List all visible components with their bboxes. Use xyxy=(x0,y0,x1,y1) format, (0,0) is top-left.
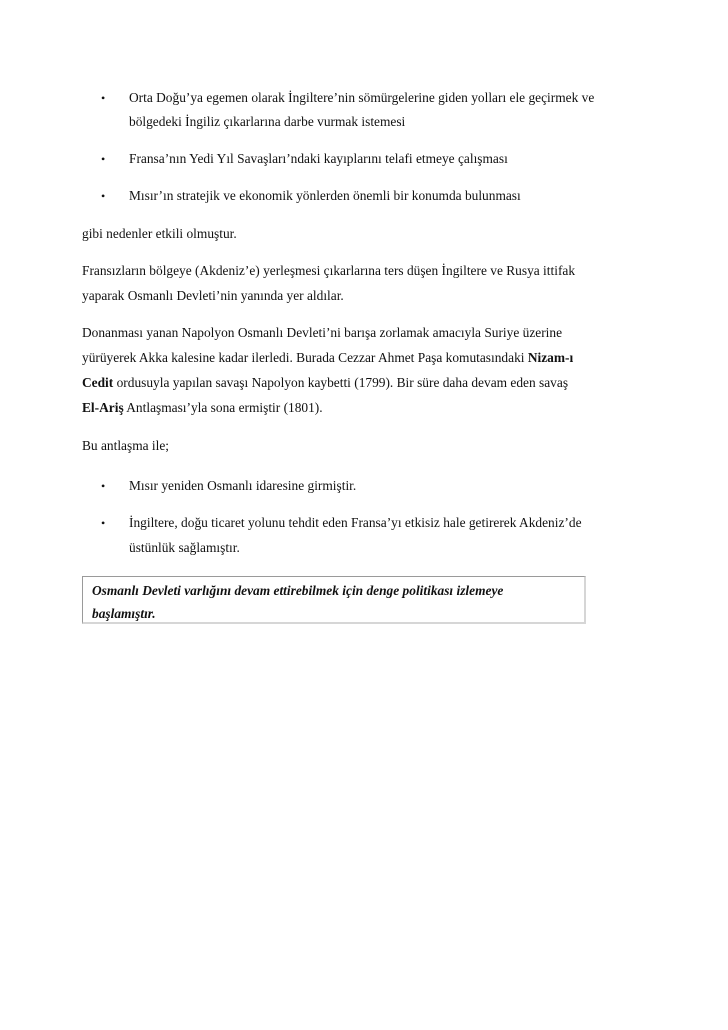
bullet-item-text: Orta Doğu’ya egemen olarak İngiltere’nin sömürgelerine giden yolları ele geçirmek ve xyxy=(129,90,595,105)
bullet-marker: • xyxy=(101,152,106,166)
bold-term: Cedit xyxy=(82,375,114,390)
bold-term: Nizam-ı xyxy=(527,350,574,365)
bullet-item-text: İngiltere, doğu ticaret yolunu tehdit eden Fransa’yı etkisiz hale getirerek Akdeniz’de xyxy=(129,515,582,530)
bullet-item-text: Mısır yeniden Osmanlı idaresine girmiştir. xyxy=(129,478,357,493)
paragraph-text: Antlaşması’yla sona ermiştir (1801). xyxy=(123,400,323,415)
paragraph-text: ordusuyla yapılan savaşı Napolyon kaybetti (1799). Bir süre daha devam eden savaş xyxy=(113,375,569,390)
bullet-marker: • xyxy=(101,479,106,493)
bullet-item-text: üstünlük sağlamıştır. xyxy=(129,540,240,555)
bold-term: El-Ariş xyxy=(82,400,124,415)
note-text: Osmanlı Devleti varlığını devam ettirebilmek için denge politikası izlemeye xyxy=(92,583,504,598)
paragraph-text: yürüyerek Akka kalesine kadar ilerledi. Burada Cezzar Ahmet Paşa komutasındaki xyxy=(82,350,528,365)
bullet-marker: • xyxy=(101,516,106,530)
paragraph-line xyxy=(82,400,323,416)
note-box xyxy=(82,576,586,624)
bullet-item-text: bölgedeki İngiliz çıkarlarına darbe vurmak istemesi xyxy=(129,114,406,129)
paragraph-line: Fransızların bölgeye (Akdeniz’e) yerleşmesi çıkarlarına ters düşen İngiltere ve Rusya ittifak xyxy=(82,263,576,278)
paragraph-line: yaparak Osmanlı Devleti’nin yanında yer aldılar. xyxy=(82,288,344,303)
paragraph-line: Donanması yanan Napolyon Osmanlı Devleti’ni barışa zorlamak amacıyla Suriye üzerine xyxy=(82,325,563,340)
paragraph-text: gibi nedenler etkili olmuştur. xyxy=(82,226,237,241)
paragraph-line xyxy=(82,375,568,391)
bullet-item-text: Mısır’ın stratejik ve ekonomik yönlerden önemli bir konumda bulunması xyxy=(129,188,521,203)
paragraph-text: Bu antlaşma ile; xyxy=(82,438,170,453)
bullet-marker: • xyxy=(101,91,106,105)
paragraph-line xyxy=(82,350,573,366)
bullet-marker: • xyxy=(101,189,106,203)
bullet-item-text: Fransa’nın Yedi Yıl Savaşları’ndaki kayıplarını telafi etmeye çalışması xyxy=(129,151,508,166)
note-text: başlamıştır. xyxy=(92,606,156,621)
